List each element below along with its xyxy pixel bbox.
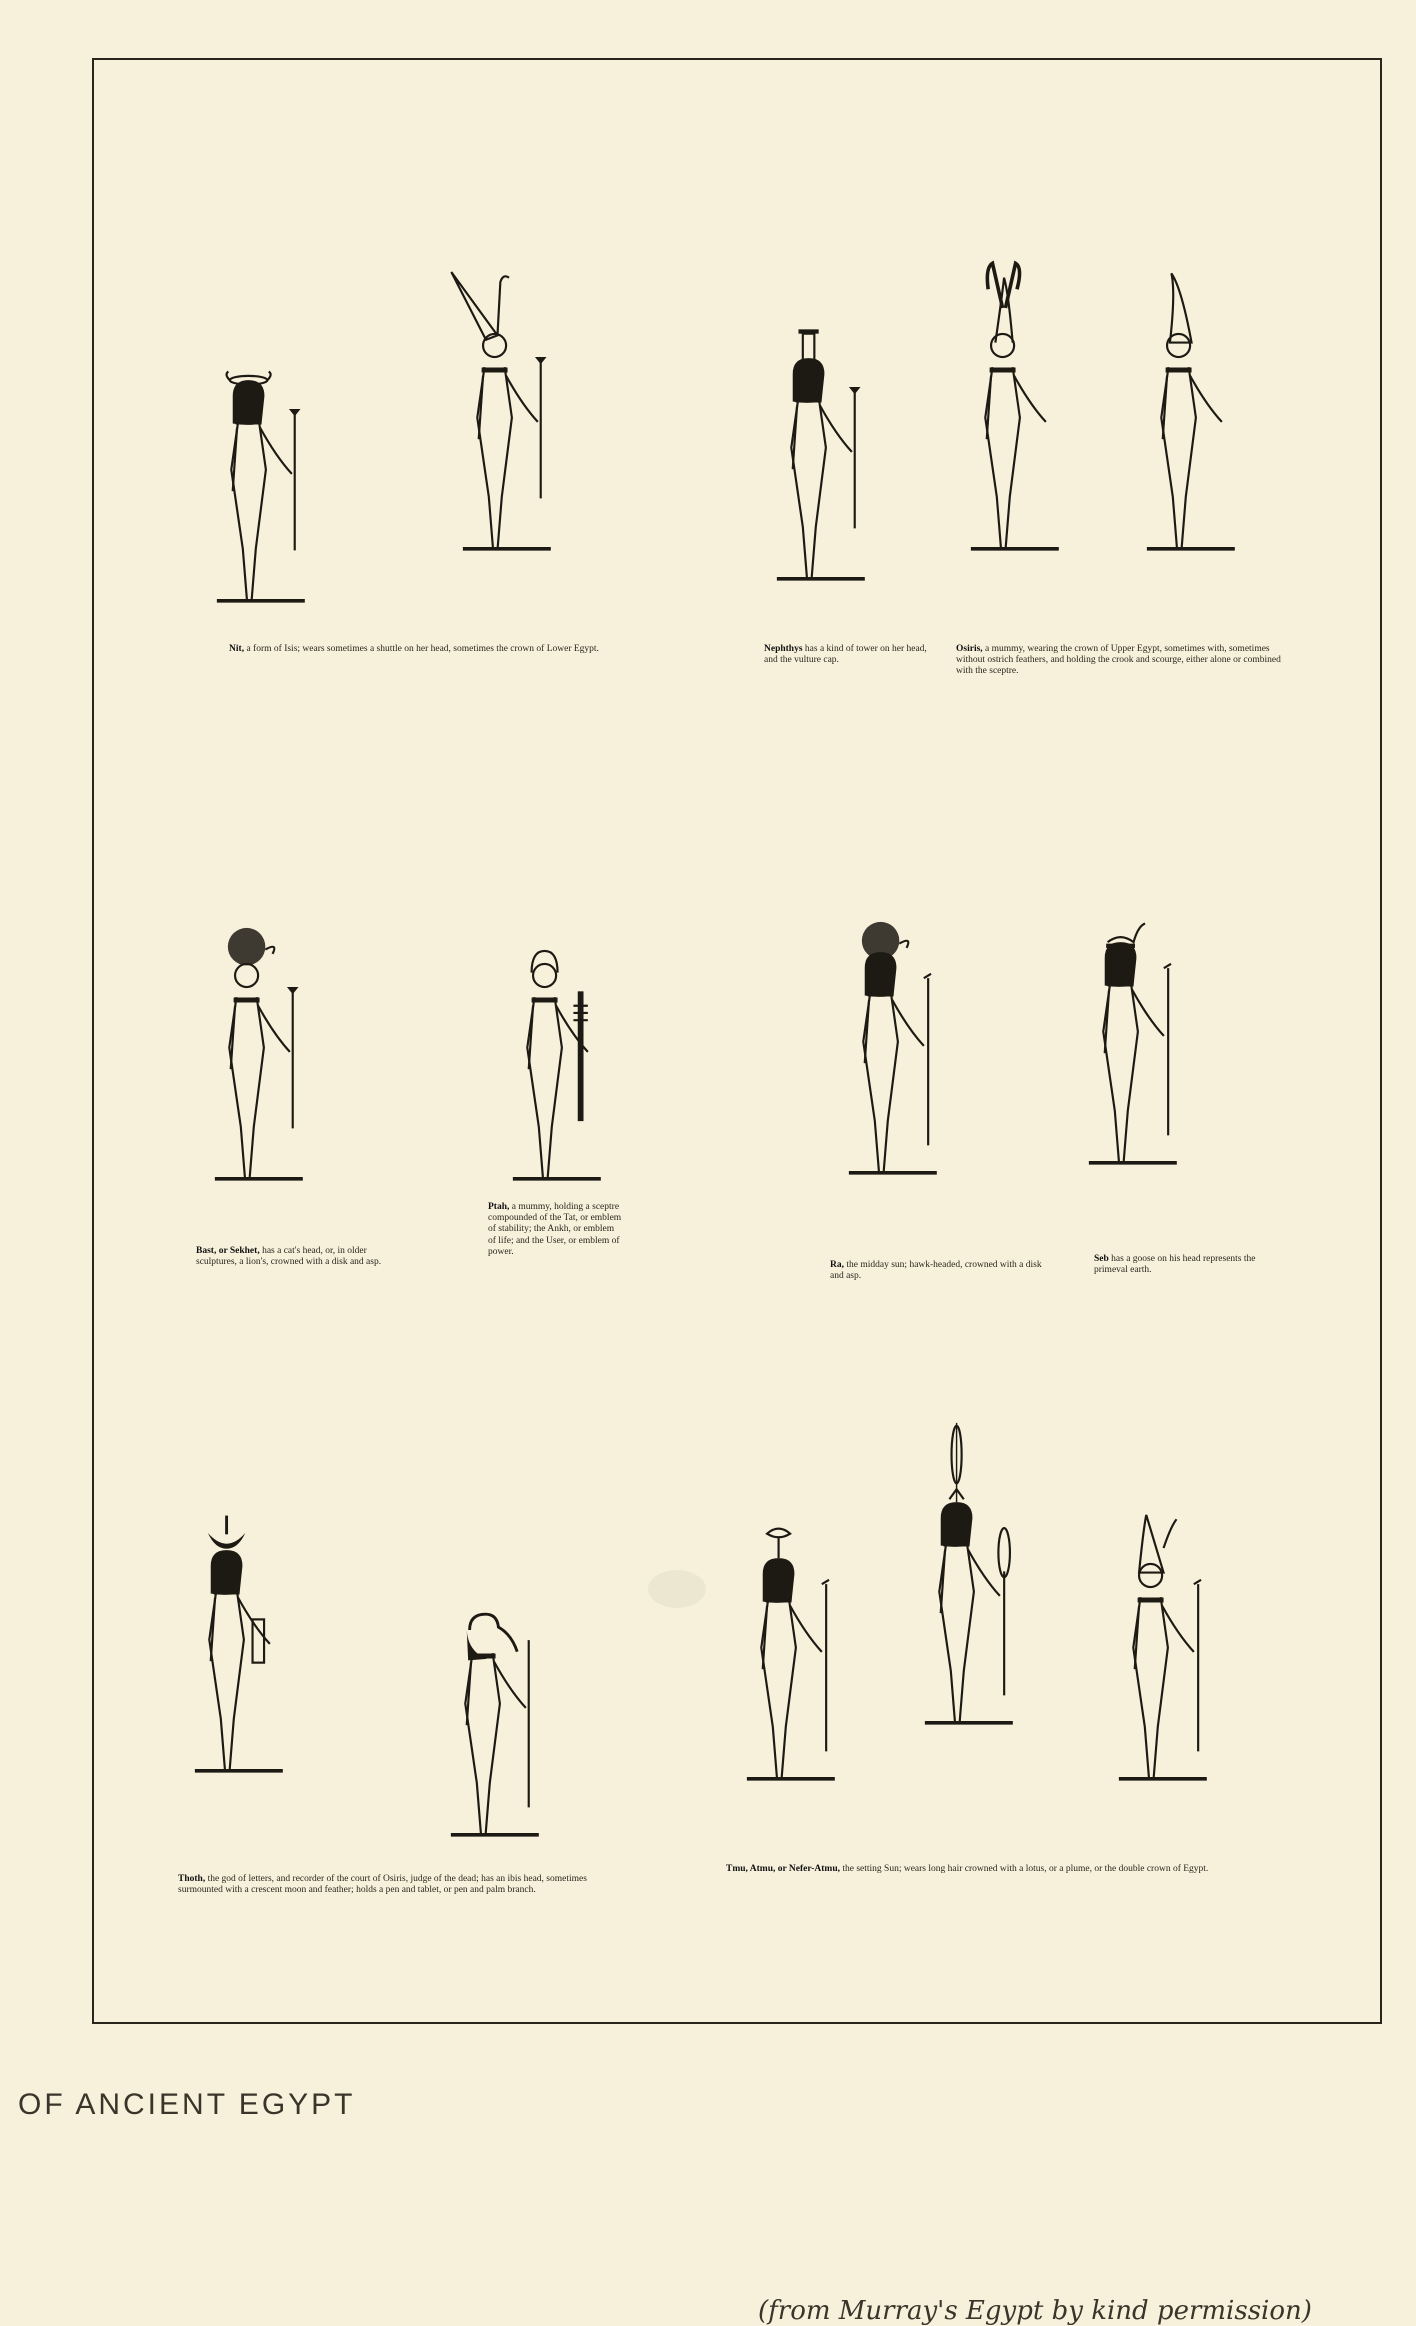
figure-seb	[1070, 860, 1200, 1170]
caption-bast	[196, 1246, 386, 1268]
figure-ptah	[494, 876, 624, 1186]
caption-text: the midday sun; hawk-headed, crowned with a disk and asp.	[830, 1260, 1042, 1282]
figure-tmu-double-crown	[1100, 1476, 1230, 1786]
caption-seb	[1094, 1254, 1284, 1276]
credit-line: (from Murray's Egypt by kind permission)	[758, 2296, 1312, 2326]
figure-tmu-plume	[906, 1420, 1036, 1730]
caption-text: has a cat's head, or, in older sculptures, a lion's, crowned with a disk and asp.	[196, 1246, 382, 1268]
caption-text: a form of Isis; wears sometimes a shuttle on her head, sometimes the crown of Lower Egypt.	[246, 644, 599, 654]
caption-name: Ptah,	[488, 1202, 510, 1212]
figure-osiris-feathers	[952, 246, 1082, 556]
caption-osiris	[956, 644, 1296, 678]
caption-name: Osiris,	[956, 644, 983, 654]
caption-name: Nit,	[229, 644, 245, 654]
figure-nit-crown	[444, 246, 574, 556]
caption-name: Tmu, Atmu, or Nefer-Atmu,	[726, 1864, 840, 1874]
caption-name: Seb	[1094, 1254, 1109, 1264]
figure-ra	[830, 870, 960, 1180]
caption-ptah	[488, 1202, 624, 1258]
page-title: OF ANCIENT EGYPT	[18, 2088, 356, 2121]
figure-nit	[198, 298, 328, 608]
caption-text: a mummy, wearing the crown of Upper Egypt, sometimes with, sometimes without ostrich feathers, and holding the crook and scourge, either alone or combined with the sceptre.	[956, 644, 1281, 677]
figure-thoth-ibis	[432, 1532, 562, 1842]
caption-name: Nephthys	[764, 644, 803, 654]
caption-name: Ra,	[830, 1260, 844, 1270]
figure-osiris-crown	[1128, 246, 1258, 556]
caption-nit	[204, 644, 624, 655]
caption-text: has a goose on his head represents the primeval earth.	[1094, 1254, 1256, 1276]
paper-stain	[648, 1570, 706, 1608]
figure-tmu-lotus	[728, 1476, 858, 1786]
caption-tmu	[726, 1864, 1326, 1875]
caption-text: the god of letters, and recorder of the court of Osiris, judge of the dead; has an ibis head, sometimes surmounted with a crescent moon and feather; holds a pen and tablet, or pen and palm branch.	[178, 1874, 587, 1896]
figure-thoth-moon	[176, 1468, 306, 1778]
caption-thoth	[178, 1874, 622, 1896]
caption-text: has a kind of tower on her head, and the vulture cap.	[764, 644, 927, 666]
caption-ra	[830, 1260, 1050, 1282]
caption-name: Thoth,	[178, 1874, 206, 1884]
figure-nephthys	[758, 276, 888, 586]
caption-nephthys	[764, 644, 934, 666]
figure-bast	[196, 876, 326, 1186]
caption-text: the setting Sun; wears long hair crowned with a lotus, or a plume, or the double crown of Egypt.	[842, 1864, 1209, 1874]
caption-name: Bast, or Sekhet,	[196, 1246, 260, 1256]
caption-text: a mummy, holding a sceptre compounded of the Tat, or emblem of stability; the Ankh, or emblem of life; and the User, or emblem of power.	[488, 1202, 622, 1257]
